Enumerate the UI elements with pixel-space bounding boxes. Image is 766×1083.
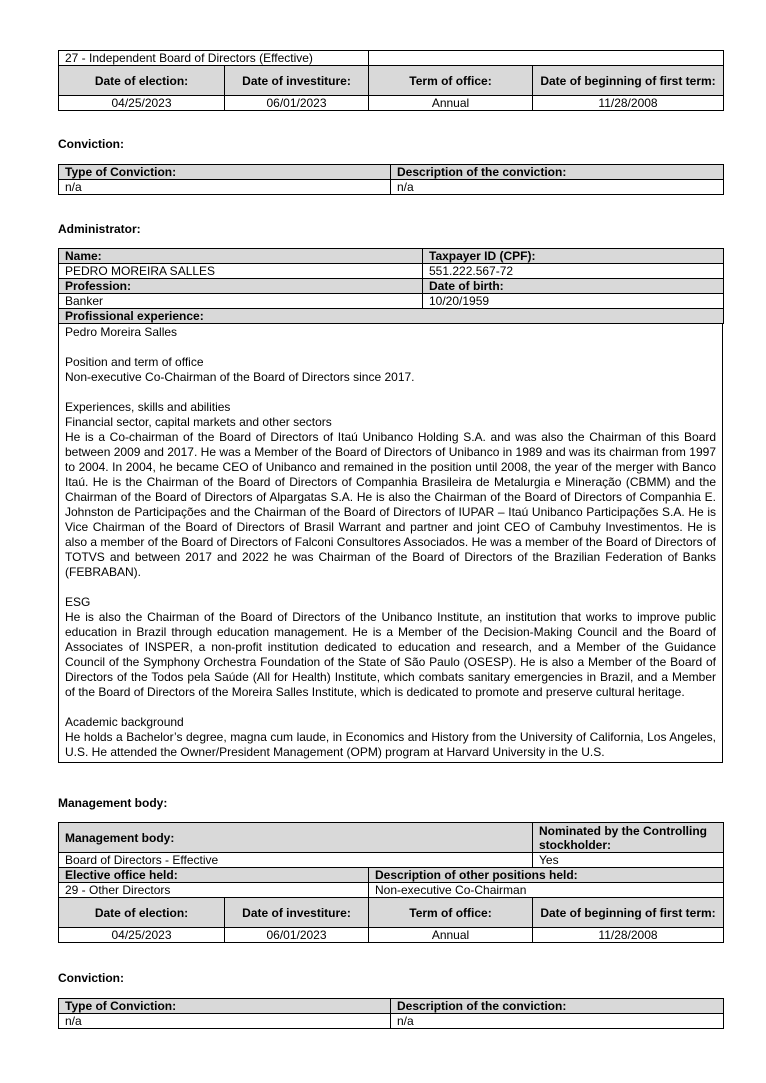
investiture-date-value: 06/01/2023 bbox=[225, 928, 369, 943]
term-header: Term of office: bbox=[369, 898, 533, 928]
investiture-date-header: Date of investiture: bbox=[225, 66, 369, 96]
experience-paragraph: Experiences, skills and abilities Financial sector, capital markets and other sectors He is a Co-chairman of the Board of Directors of Itaú Unibanco Holding S.A. and was also the Chairman of this Board between 2009 and 2017. He was a Member of the Board of Directors of Unibanco in 1989 and was its chairman from 1997 to 2004. In 2004, he became CEO of Unibanco and remained in the position until 2008, the year of the merger with Banco Itaú. He is the Chairman of the Board of Directors of Companhia Brasileira de Metalurgia e Mineração (CBMM) and the Chairman of the Board of Directors of Alpargatas S.A. He is also the Chairman of the Board of Directors of Companhia E. Johnston de Participações and the Chairman of the Board of Directors of IUPAR – Itaú Unibanco Participações S.A. He is Vice Chairman of the Board of Directors of Brasil Warrant and partner and joint CEO of Cambuhy Investimentos. He is also a member of the Board of Directors of Falconi Consultores Associados. He was a member of the Board of Directors of TOTVS and between 2017 and 2022 he was Chairman of the Board of Directors of the Brazilian Federation of Banks (FEBRABAN). bbox=[65, 400, 716, 579]
nominated-header: Nominated by the Controlling stockholder: bbox=[533, 823, 724, 853]
election-date-header: Date of election: bbox=[59, 898, 225, 928]
name-value: PEDRO MOREIRA SALLES bbox=[59, 264, 423, 279]
dob-value: 10/20/1959 bbox=[423, 294, 724, 309]
management-body-value: Board of Directors - Effective bbox=[59, 853, 533, 868]
conviction-desc-value: n/a bbox=[391, 1014, 724, 1029]
term-value: Annual bbox=[369, 928, 533, 943]
investiture-date-header: Date of investiture: bbox=[225, 898, 369, 928]
experience-paragraph: ESG He is also the Chairman of the Board of Directors of the Unibanco Institute, an institution that works to improve public education in Brazil through education management. He is a Member of the Decision-Making Council and the Board of Associates of INSPER, a non-profit institution dedicated to education and research, and a Member of the Guidance Council of the Symphony Orchestra Foundation of the State of São Paulo (OSESP). He is also a Member of the Board of Directors of the Todos pela Saúde (All for Health) Institute, which combats sanitary emergencies in Brazil, and a Member of the Board of Directors of the Moreira Salles Institute, which is dedicated to promote and preserve cultural heritage. bbox=[65, 595, 716, 699]
first-term-header: Date of beginning of first term: bbox=[533, 66, 724, 96]
conviction-table bbox=[58, 998, 723, 1029]
administrator-table bbox=[58, 248, 723, 763]
elective-office-header: Elective office held: bbox=[59, 868, 369, 883]
office-held-value: 27 - Independent Board of Directors (Effective) bbox=[59, 51, 369, 66]
other-positions-value: Non-executive Co-Chairman bbox=[369, 883, 724, 898]
term-header: Term of office: bbox=[369, 66, 533, 96]
first-term-value: 11/28/2008 bbox=[533, 96, 724, 111]
management-body-header: Management body: bbox=[59, 823, 533, 853]
conviction-desc-value: n/a bbox=[391, 180, 724, 195]
experience-paragraph: Pedro Moreira Salles bbox=[65, 325, 178, 339]
experience-paragraph: Academic background He holds a Bachelor’s degree, magna cum laude, in Economics and History from the University of California, Los Angeles, U.S. He attended the Owner/President Management (OPM) program at Harvard University in the U.S. bbox=[65, 715, 716, 759]
conviction-type-header: Type of Conviction: bbox=[59, 999, 391, 1014]
profession-value: Banker bbox=[59, 294, 423, 309]
profession-header: Profession: bbox=[59, 279, 423, 294]
experience-text bbox=[58, 324, 723, 763]
conviction-desc-header: Description of the conviction: bbox=[391, 165, 724, 180]
conviction-table bbox=[58, 164, 723, 195]
cpf-header: Taxpayer ID (CPF): bbox=[423, 249, 724, 264]
election-date-value: 04/25/2023 bbox=[59, 96, 225, 111]
management-title: Management body: bbox=[58, 796, 168, 810]
conviction-type-header: Type of Conviction: bbox=[59, 165, 391, 180]
elective-office-value: 29 - Other Directors bbox=[59, 883, 369, 898]
election-date-value: 04/25/2023 bbox=[59, 928, 225, 943]
first-term-value: 11/28/2008 bbox=[533, 928, 724, 943]
conviction-title: Conviction: bbox=[58, 137, 124, 151]
other-positions-header: Description of other positions held: bbox=[369, 868, 724, 883]
nominated-value: Yes bbox=[533, 853, 724, 868]
office-empty-cell bbox=[369, 51, 724, 66]
management-table bbox=[58, 822, 723, 943]
conviction-type-value: n/a bbox=[59, 180, 391, 195]
top-office-table bbox=[58, 50, 723, 111]
term-value: Annual bbox=[369, 96, 533, 111]
experience-paragraph: Position and term of office Non-executive Co-Chairman of the Board of Directors since 2017. bbox=[65, 355, 415, 384]
election-date-header: Date of election: bbox=[59, 66, 225, 96]
conviction-type-value: n/a bbox=[59, 1014, 391, 1029]
administrator-title: Administrator: bbox=[58, 222, 141, 236]
conviction-title: Conviction: bbox=[58, 971, 124, 985]
conviction-desc-header: Description of the conviction: bbox=[391, 999, 724, 1014]
investiture-date-value: 06/01/2023 bbox=[225, 96, 369, 111]
dob-header: Date of birth: bbox=[423, 279, 724, 294]
first-term-header: Date of beginning of first term: bbox=[533, 898, 724, 928]
experience-header: Profissional experience: bbox=[59, 309, 724, 324]
cpf-value: 551.222.567-72 bbox=[423, 264, 724, 279]
name-header: Name: bbox=[59, 249, 423, 264]
